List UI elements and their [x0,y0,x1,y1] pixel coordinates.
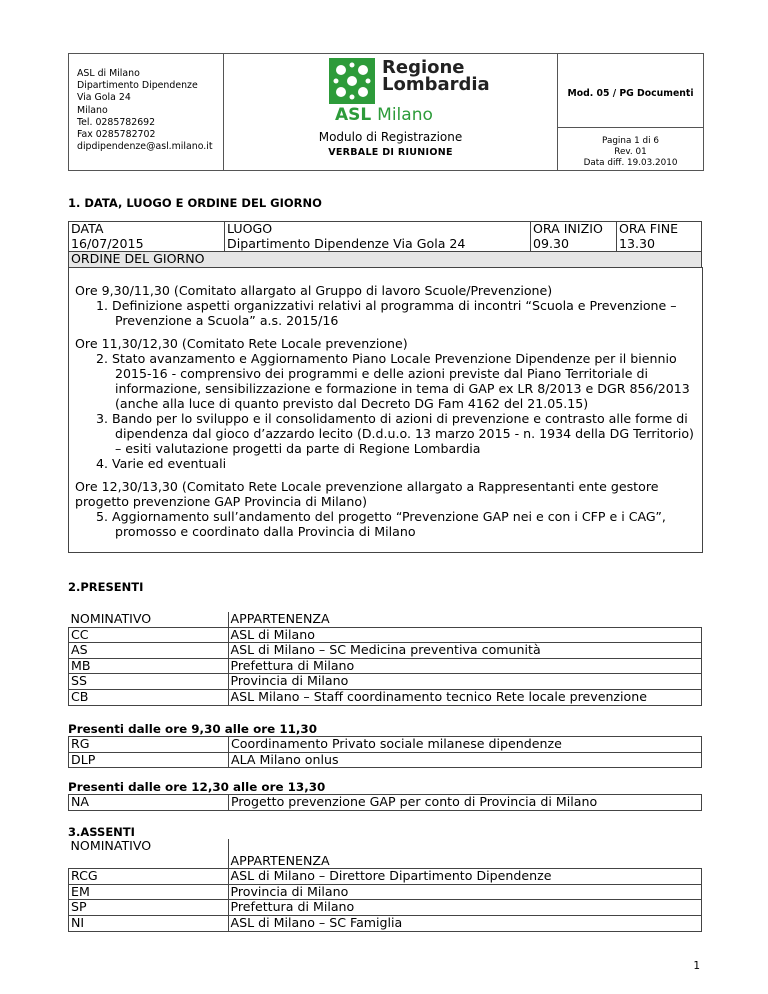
agenda-line: 1. Definizione aspetti organizzativi relativi al programma di incontri “Scuola e Prevenzione – [96,298,677,313]
table-row [69,884,702,900]
name-cell: DLP [69,752,229,768]
table-row [69,869,702,885]
agenda-line: promosso e coordinato dalla Provincia di Milano [115,524,416,539]
table-header-row [69,612,702,627]
present-afternoon-title: Presenti dalle ore 12,30 alle ore 13,30 [68,780,326,794]
present-table [68,612,702,706]
agenda-line: progetto prevenzione GAP Provincia di Milano) [75,494,368,509]
logo-region-name: Regione Lombardia [382,57,490,95]
place-cell [225,222,531,252]
meeting-info-row [69,222,702,252]
name-cell: MB [69,658,229,674]
name-cell: CB [69,689,229,705]
agenda-line: 4. Varie ed eventuali [96,456,227,471]
name-cell: SS [69,674,229,690]
end-value: 13.30 [619,235,656,251]
regione-lombardia-logo [327,57,527,127]
table-row [69,795,702,811]
table-row [69,643,702,659]
agenda-line: Ore 9,30/11,30 (Comitato allargato al Gruppo di lavoro Scuole/Prevenzione) [75,283,553,298]
table-header-row [69,839,702,854]
logo-asl-name [335,105,433,125]
table-row [69,737,702,753]
affil-cell: Prefettura di Milano [228,658,702,674]
table-row [69,689,702,705]
header-divider [558,127,703,128]
affil-cell: ASL Milano – Staff coordinamento tecnico Rete locale prevenzione [228,689,702,705]
section3-title: 3.ASSENTI [68,825,135,839]
affil-cell: ASL di Milano [228,627,702,643]
table-row [69,915,702,931]
date-label: DATA [71,221,104,236]
name-cell: AS [69,643,229,659]
lombardia-rose-icon [329,58,375,104]
table-row [69,658,702,674]
table-header-row [69,854,702,869]
form-title: Modulo di Registrazione [318,130,463,144]
name-cell: CC [69,627,229,643]
present-morning-table [68,736,702,768]
agenda-line: 2015-16 - comprensivo dei programmi e delle azioni previste dal Piano Territoriale di [115,366,648,381]
blank-cell [69,854,229,869]
agenda-line: 2. Stato avanzamento e Aggiornamento Piano Locale Prevenzione Dipendenze per il biennio [96,351,677,366]
institution-address: ASL di Milano Dipartimento Dipendenze Via Gola 24 Milano Tel. 0285782692 Fax 0285782702 dipdipendenze@asl.milano.it [77,68,213,153]
table-row [69,627,702,643]
start-cell [531,222,617,252]
start-value: 09.30 [533,235,570,251]
name-cell: NA [69,795,229,811]
affil-cell: ASL di Milano – SC Medicina preventiva comunità [228,643,702,659]
table-row [69,900,702,916]
agenda-box [68,267,703,553]
name-cell: SP [69,900,229,916]
affil-cell: ASL di Milano – Direttore Dipartimento Dipendenze [228,869,702,885]
page-info: Pagina 1 di 6 Rev. 01 Data diff. 19.03.2010 [583,136,678,168]
header-address-cell [69,54,224,170]
agenda-line: 3. Bando per lo sviluppo e il consolidamento di azioni di prevenzione e contrasto alle forme di [96,411,688,426]
agenda-header-row [69,252,702,268]
section1-title: 1. DATA, LUOGO E ORDINE DEL GIORNO [68,196,322,210]
document-header [68,53,704,171]
place-label: LUOGO [227,221,273,236]
section2-title: 2.PRESENTI [68,580,144,594]
agenda-line: 5. Aggiornamento sull’andamento del progetto “Prevenzione GAP nei e con i CFP e i CAG”, [96,509,666,524]
affil-cell: ALA Milano onlus [229,752,702,768]
name-cell: RCG [69,869,229,885]
form-subtitle: VERBALE DI RIUNIONE [328,147,453,158]
page-number: 1 [693,960,700,972]
end-cell [617,222,702,252]
agenda-line: Ore 12,30/13,30 (Comitato Rete Locale prevenzione allargato a Rappresentanti ente gestore [75,479,659,494]
affil-cell: Coordinamento Privato sociale milanese dipendenze [229,737,702,753]
start-label: ORA INIZIO [533,221,603,236]
module-code: Mod. 05 / PG Documenti [567,88,694,99]
name-cell: NI [69,915,229,931]
affil-cell: Provincia di Milano [228,884,702,900]
affil-cell: Progetto prevenzione GAP per conto di Provincia di Milano [229,795,702,811]
agenda-line: – esiti valutazione progetti da parte di Regione Lombardia [115,441,481,456]
name-cell: RG [69,737,229,753]
agenda-line: Ore 11,30/12,30 (Comitato Rete Locale prevenzione) [75,336,408,351]
logo-asl: ASL [335,105,372,125]
meeting-info-table [68,221,702,268]
col-name-header: NOMINATIVO [69,612,229,627]
date-cell [69,222,225,252]
agenda-line: informazione, sensibilizzazione e formazione in tema di GAP ex LR 8/2013 e DGR 856/2013 [115,381,690,396]
affil-cell: Provincia di Milano [228,674,702,690]
logo-city: Milano [377,105,433,125]
col-name-header: NOMINATIVO [69,839,229,854]
col-affil-header: APPARTENENZA [228,612,702,627]
date-value: 16/07/2015 [71,235,144,251]
agenda-label: ORDINE DEL GIORNO [69,252,702,268]
agenda-line: dipendenza dal gioco d’azzardo lecito (D.d.u.o. 13 marzo 2015 - n. 1934 della DG Territorio) [115,426,694,441]
agenda-line: (anche alla luce di quanto previsto dal Decreto DG Fam 4162 del 21.05.15) [115,396,589,411]
name-cell: EM [69,884,229,900]
affil-cell: Prefettura di Milano [228,900,702,916]
end-label: ORA FINE [619,221,679,236]
table-row [69,674,702,690]
present-afternoon-table [68,794,702,811]
table-row [69,752,702,768]
present-morning-title: Presenti dalle ore 9,30 alle ore 11,30 [68,722,317,736]
place-value: Dipartimento Dipendenze Via Gola 24 [227,235,466,251]
absent-table [68,839,702,932]
agenda-line: Prevenzione a Scuola” a.s. 2015/16 [115,313,339,328]
col-affil-header: APPARTENENZA [228,854,702,869]
affil-cell: ASL di Milano – SC Famiglia [228,915,702,931]
col-affil-header [228,839,702,854]
